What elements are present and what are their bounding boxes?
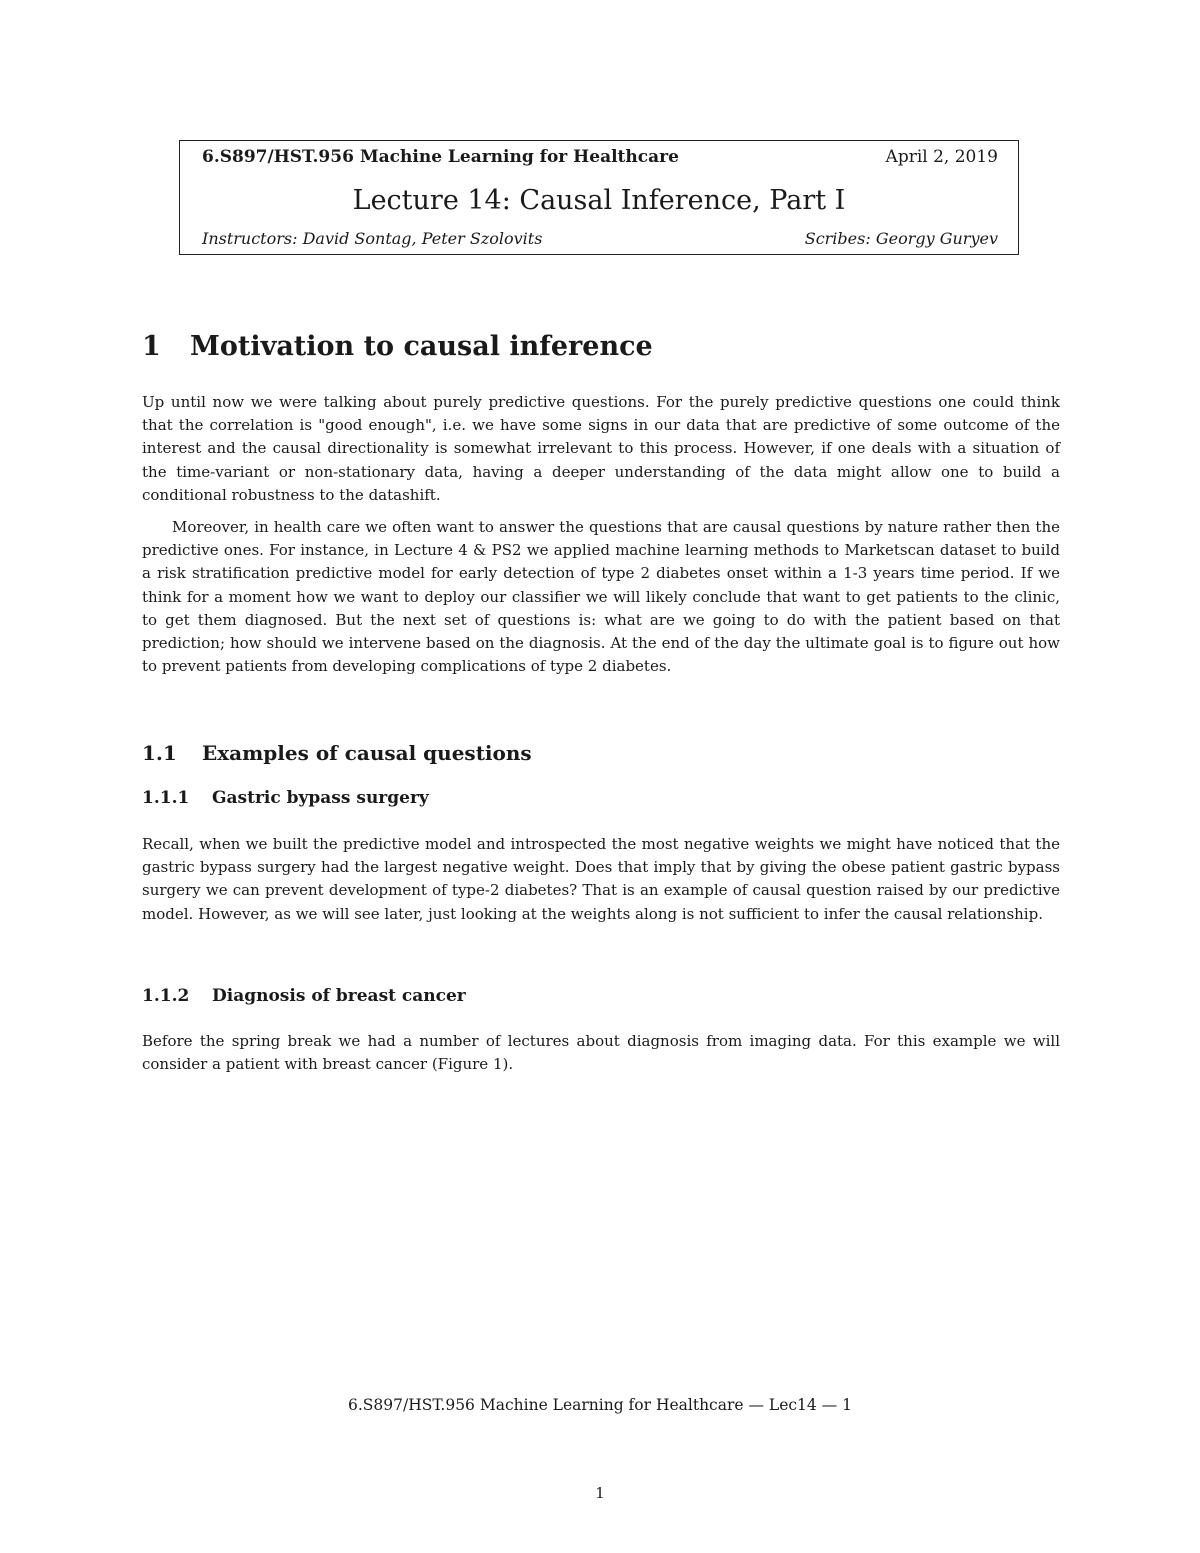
- section-1-paragraph-2: Moreover, in health care we often want to answer the questions that are causal questions by nature rather then the predictive ones. For instance, in Lecture 4 & PS2 we applied machine learning methods to Marketscan dataset to build a risk stratification predictive model for early detection of type 2 diabetes onset within a 1-3 years time period. If we think for a moment how we want to deploy our classifier we will likely conclude that want to get patients to the clinic, to get them diagnosed. But the next set of questions is: what are we going to do with the patient based on that prediction; how should we intervene based on the diagnosis. At the end of the day the ultimate goal is to figure out how to prevent patients from developing complications of type 2 diabetes.: [142, 518, 1060, 676]
- section-1-paragraph-1: Up until now we were talking about purely predictive questions. For the purely predictive questions one could think that the correlation is "good enough", i.e. we have some signs in our data that are predictive of some outcome of the interest and the causal directionality is somewhat irrelevant to this process. However, if one deals with a situation of the time-variant or non-stationary data, having a deeper understanding of the data might allow one to build a conditional robustness to the datashift.: [142, 393, 1060, 504]
- subsection-1-1-number: 1.1: [142, 741, 177, 765]
- section-1-title: Motivation to causal inference: [190, 331, 653, 362]
- lecture-date: April 2, 2019: [885, 147, 998, 167]
- subsubsection-1-1-2-paragraph: Before the spring break we had a number of lectures about diagnosis from imaging data. For this example we will consider a patient with breast cancer (Figure 1).: [142, 1032, 1060, 1074]
- subsection-1-1-heading: [142, 741, 532, 765]
- running-footer: 6.S897/HST.956 Machine Learning for Healthcare — Lec14 — 1: [348, 1396, 852, 1414]
- lecture-header-box: [179, 140, 1019, 255]
- section-1-heading: [142, 331, 653, 362]
- page-number: 1: [595, 1484, 605, 1502]
- subsubsection-1-1-1-title: Gastric bypass surgery: [212, 788, 429, 808]
- subsubsection-1-1-1-paragraph: Recall, when we built the predictive model and introspected the most negative weights we might have noticed that the gastric bypass surgery had the largest negative weight. Does that imply that by giving the obese patient gastric bypass surgery we can prevent development of type-2 diabetes? That is an example of causal question raised by our predictive model. However, as we will see later, just looking at the weights along is not sufficient to infer the causal relationship.: [142, 835, 1060, 923]
- subsubsection-1-1-2-heading: [142, 986, 466, 1006]
- course-name: 6.S897/HST.956 Machine Learning for Healthcare: [202, 147, 679, 167]
- subsubsection-1-1-2-number: 1.1.2: [142, 986, 190, 1006]
- lecture-title: Lecture 14: Causal Inference, Part I: [352, 185, 846, 216]
- section-1-number: 1: [142, 331, 161, 362]
- scribes: Scribes: Georgy Guryev: [804, 229, 998, 248]
- subsubsection-1-1-1-number: 1.1.1: [142, 788, 190, 808]
- subsection-1-1-title: Examples of causal questions: [202, 741, 532, 765]
- subsubsection-1-1-2-title: Diagnosis of breast cancer: [212, 986, 466, 1006]
- subsubsection-1-1-1-heading: [142, 788, 429, 808]
- instructors: Instructors: David Sontag, Peter Szolovits: [202, 229, 543, 248]
